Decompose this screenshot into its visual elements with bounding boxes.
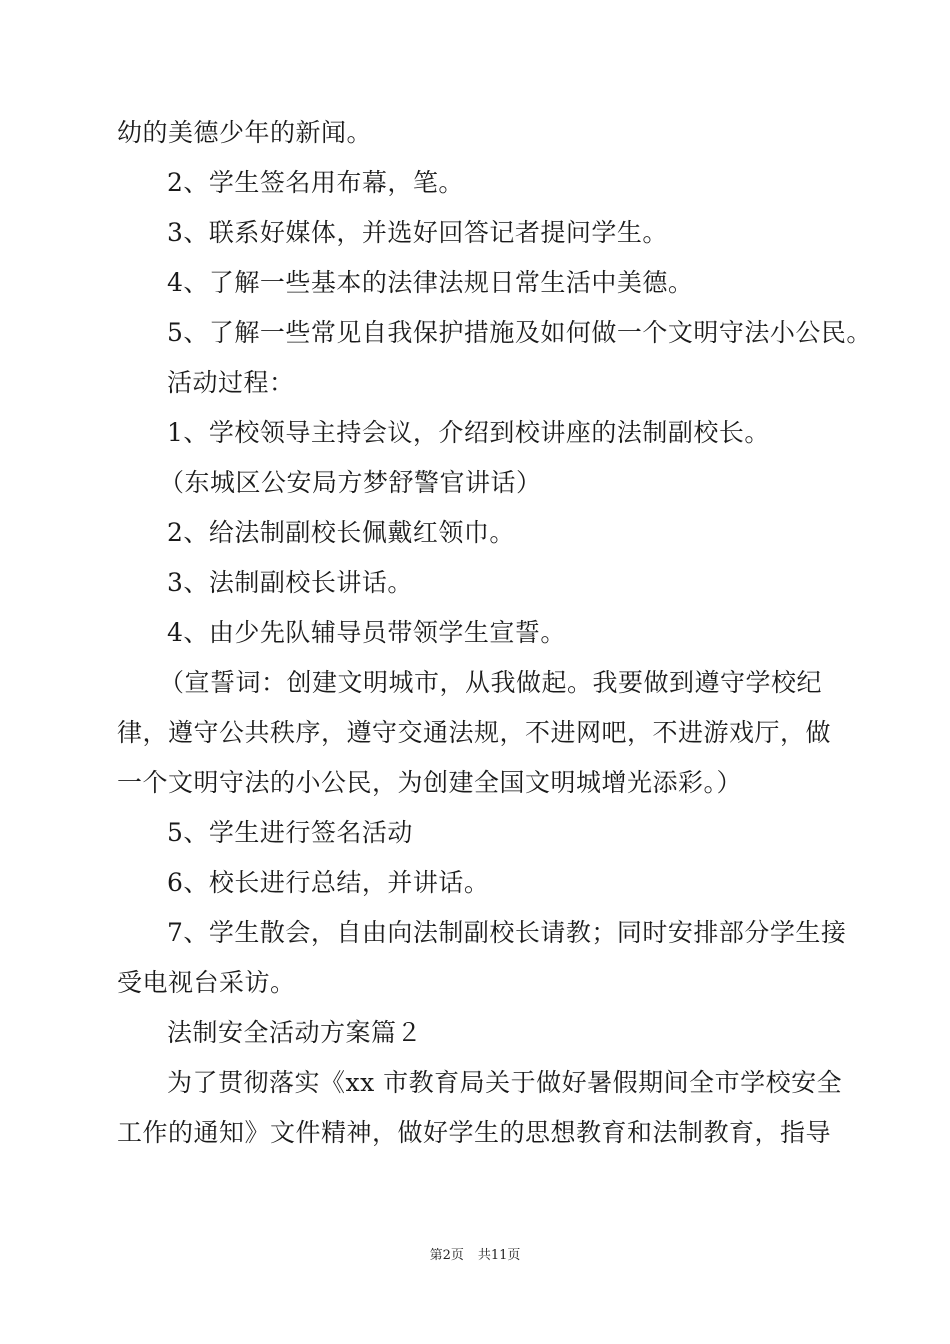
paragraph-line: 5、了解一些常见自我保护措施及如何做一个文明守法小公民。	[167, 318, 872, 347]
paragraph-line: 2、学生签名用布幕，笔。	[167, 168, 464, 197]
paragraph-line: （东城区公安局方梦舒警官讲话）	[159, 468, 542, 497]
paragraph-line: 1、学校领导主持会议，介绍到校讲座的法制副校长。	[167, 418, 770, 447]
paragraph-line: 6、校长进行总结，并讲话。	[167, 868, 490, 897]
paragraph-line: 4、由少先队辅导员带领学生宣誓。	[167, 618, 566, 647]
paragraph-line: 4、了解一些基本的法律法规日常生活中美德。	[167, 268, 694, 297]
paragraph-line: 3、法制副校长讲话。	[167, 568, 413, 597]
paragraph-line: （宣誓词：创建文明城市，从我做起。我要做到遵守学校纪	[159, 668, 823, 697]
paragraph-line: 一个文明守法的小公民，为创建全国文明城增光添彩。）	[117, 768, 743, 797]
body-text	[117, 108, 872, 1158]
section-heading: 活动过程：	[167, 368, 295, 397]
paragraph-line: 受电视台采访。	[117, 968, 296, 997]
paragraph-line: 2、给法制副校长佩戴红领巾。	[167, 518, 515, 547]
section-title: 法制安全活动方案篇２	[167, 1018, 423, 1047]
paragraph-line: 3、联系好媒体，并选好回答记者提问学生。	[167, 218, 668, 247]
paragraph-line: 7、学生散会，自由向法制副校长请教；同时安排部分学生接	[167, 918, 847, 947]
paragraph-line: 工作的通知》文件精神，做好学生的思想教育和法制教育，指导	[117, 1118, 832, 1147]
paragraph-line: 5、学生进行签名活动	[167, 818, 413, 847]
page-footer	[0, 1246, 950, 1266]
page-number: 第2页	[429, 1248, 464, 1263]
page-total: 共11页	[477, 1248, 521, 1263]
paragraph-line: 为了贯彻落实《xx 市教育局关于做好暑假期间全市学校安全	[167, 1068, 843, 1097]
paragraph-line: 律，遵守公共秩序，遵守交通法规，不进网吧，不进游戏厅，做	[117, 718, 832, 747]
paragraph-line: 幼的美德少年的新闻。	[117, 118, 373, 147]
